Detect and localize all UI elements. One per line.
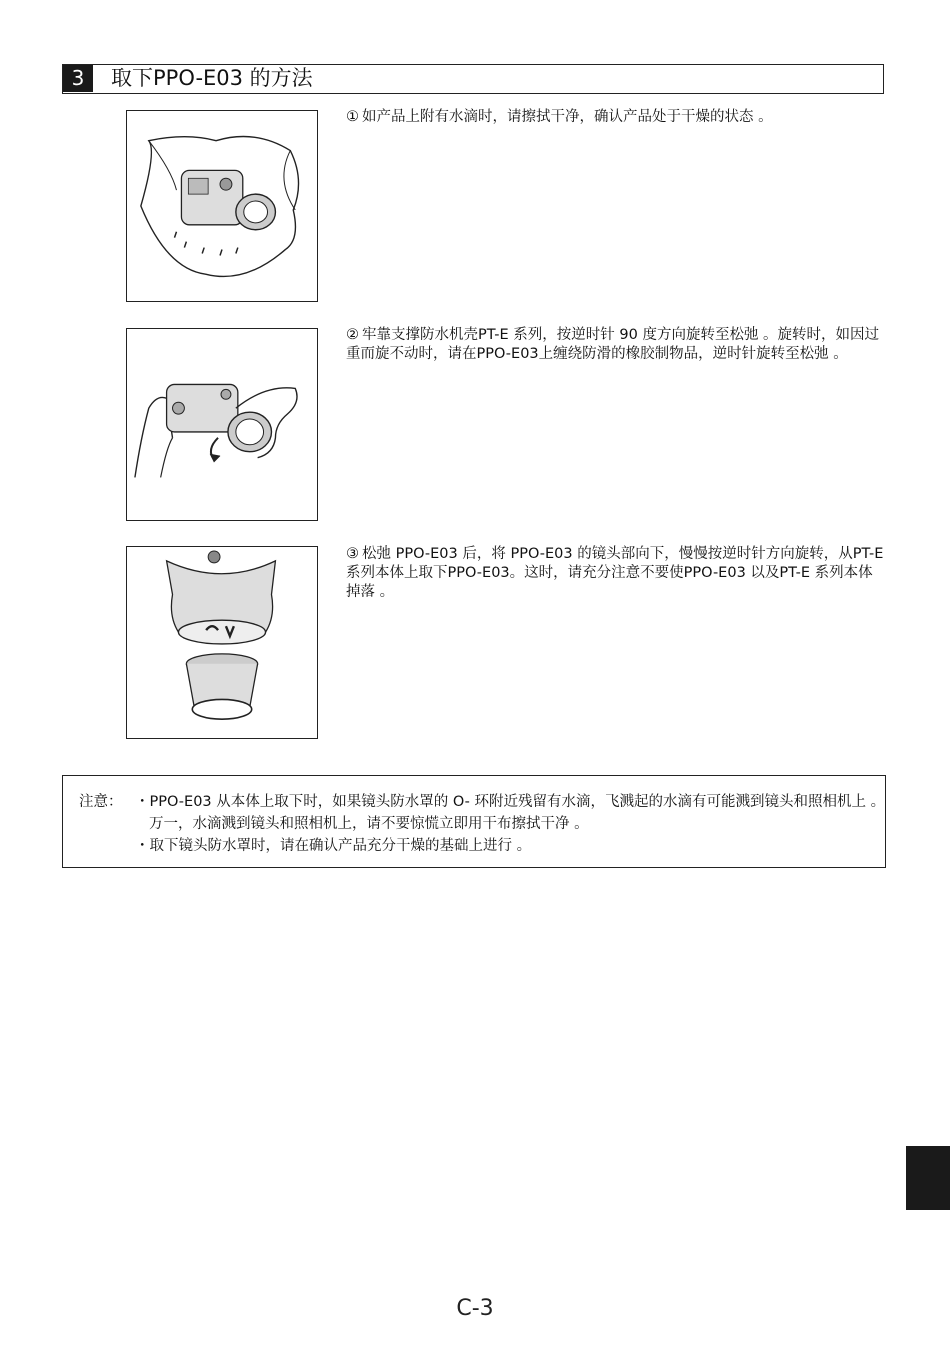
section-title: 取下PPO-E03 的方法 [111,66,313,90]
step-1-body: 如产品上附有水滴时，请擦拭干净，确认产品处于干燥的状态 。 [362,109,773,125]
step-1-text [346,108,886,127]
housing-cloth-illustration [127,111,317,301]
page-number: C-3 [456,1296,494,1321]
caution-item-1: ・PPO-E03 从本体上取下时，如果镜头防水罩的 O- 环附近残留有水滴，飞溅起的水滴有可能溅到镜头和照相机上 。万一，水滴溅到镜头和照相机上，请不要惊慌立即用干布擦拭干净 。 [135,794,886,832]
caution-item-2: ・取下镜头防水罩时，请在确认产品充分干燥的基础上进行 。 [135,838,532,854]
step-1-number: ① [346,109,359,125]
step-2-text [346,326,886,364]
section-number: 3 [63,65,93,92]
step-3-body: 松弛 PPO-E03 后，将 PPO-E03 的镜头部向下，慢慢按逆时针方向旋转，从PT-E 系列本体上取下PPO-E03。这时，请充分注意不要使PPO-E03 以及PT-E 系列本体掉落 。 [346,546,884,600]
step-2-body: 牢靠支撑防水机壳PT-E 系列，按逆时针 90 度方向旋转至松弛 。旋转时，如因过重而旋不动时，请在PPO-E03上缠绕防滑的橡胶制物品，逆时针旋转至松弛 。 [346,327,880,362]
section-header [62,64,884,94]
hands-rotating-port-illustration [127,329,317,520]
step-3-text [346,545,886,602]
figure-step-3 [126,546,318,739]
caution-label: 注意： [79,794,123,810]
chapter-tab [906,1146,950,1210]
step-3-number: ③ [346,546,359,562]
port-detached-illustration [127,547,317,738]
step-2-number: ② [346,327,359,343]
figure-step-1 [126,110,318,302]
figure-step-2 [126,328,318,521]
caution-note [62,775,886,868]
